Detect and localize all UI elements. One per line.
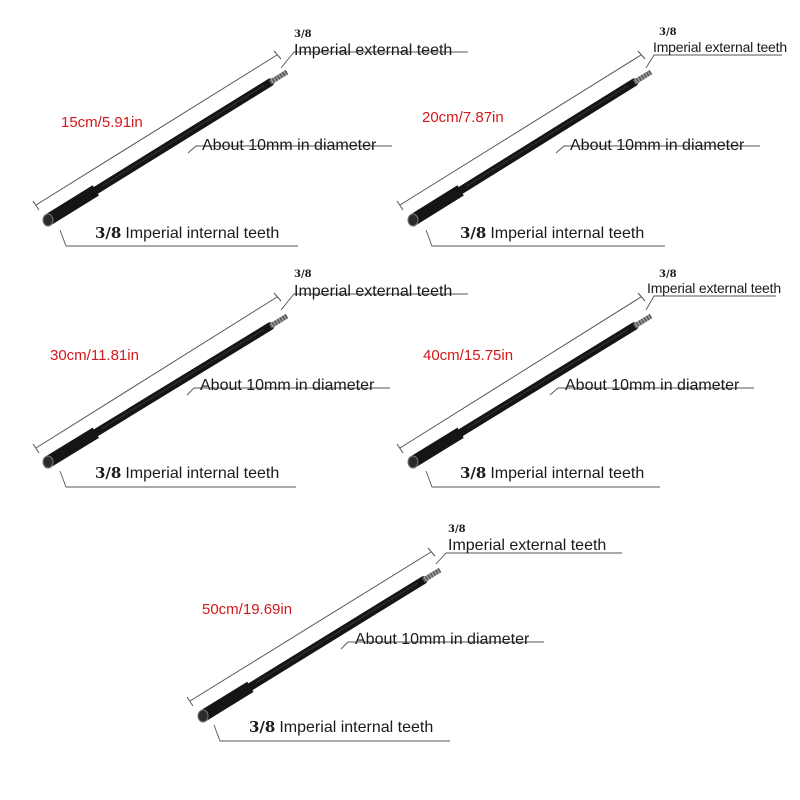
- external-teeth-leader: [646, 55, 782, 68]
- diameter-label: About 10mm in diameter: [565, 377, 740, 394]
- internal-teeth-row: [460, 226, 644, 242]
- dimension-tick: [397, 201, 403, 210]
- length-label: 20cm/7.87in: [422, 109, 504, 126]
- internal-thread-end: [43, 214, 53, 226]
- internal-teeth-label: Imperial internal teeth: [125, 465, 280, 482]
- diameter-label: About 10mm in diameter: [200, 377, 375, 394]
- dimension-tick: [187, 697, 193, 706]
- length-label: 30cm/11.81in: [50, 347, 139, 364]
- internal-fraction-label: 3/8: [460, 224, 487, 242]
- external-teeth-label: Imperial external teeth: [653, 39, 787, 55]
- hose-highlight: [466, 85, 628, 186]
- internal-fraction-label: 3/8: [95, 464, 122, 482]
- hose-sleeve: [48, 433, 96, 462]
- external-teeth-label: Imperial external teeth: [448, 537, 607, 554]
- dimension-line: [400, 297, 641, 448]
- external-fraction-label: 3/8: [294, 269, 312, 280]
- dimension-line: [36, 297, 277, 448]
- dimension-tick: [274, 293, 281, 301]
- internal-teeth-row: [249, 720, 433, 736]
- dimension-tick: [274, 51, 281, 59]
- internal-teeth-label: Imperial internal teeth: [490, 225, 645, 242]
- hose-highlight: [102, 86, 265, 187]
- internal-teeth-label: Imperial internal teeth: [125, 225, 280, 242]
- diameter-label: About 10mm in diameter: [570, 137, 745, 154]
- external-teeth-leader: [436, 553, 622, 564]
- internal-thread-end: [408, 214, 418, 226]
- internal-teeth-row: [95, 466, 279, 482]
- dimension-tick: [638, 51, 645, 59]
- hose-sleeve: [413, 190, 461, 220]
- dimension-tick: [428, 548, 435, 556]
- internal-thread-end: [198, 710, 208, 722]
- dimension-tick: [638, 293, 645, 301]
- internal-teeth-row: [95, 226, 279, 242]
- external-teeth-label: Imperial external teeth: [294, 42, 453, 59]
- length-label: 15cm/5.91in: [61, 114, 143, 131]
- external-fraction-label: 3/8: [659, 27, 677, 38]
- external-fraction-label: 3/8: [294, 29, 312, 40]
- dimension-line: [400, 55, 641, 205]
- internal-thread-end: [43, 456, 53, 468]
- dimension-tick: [33, 201, 39, 210]
- hose-sleeve: [203, 687, 250, 716]
- hose-sleeve: [413, 433, 461, 462]
- length-label: 50cm/19.69in: [202, 601, 293, 618]
- diameter-label: About 10mm in diameter: [202, 137, 377, 154]
- external-fraction-label: 3/8: [659, 269, 677, 280]
- internal-fraction-label: 3/8: [460, 464, 487, 482]
- diameter-label: About 10mm in diameter: [355, 631, 530, 648]
- internal-teeth-row: [460, 466, 644, 482]
- internal-thread-end: [408, 456, 418, 468]
- external-teeth-label: Imperial external teeth: [647, 280, 781, 296]
- internal-fraction-label: 3/8: [95, 224, 122, 242]
- internal-teeth-label: Imperial internal teeth: [279, 719, 434, 736]
- external-fraction-label: 3/8: [448, 524, 466, 535]
- length-label: 40cm/15.75in: [423, 347, 514, 364]
- external-teeth-leader: [646, 296, 776, 310]
- external-teeth-label: Imperial external teeth: [294, 283, 453, 300]
- dimension-tick: [33, 444, 39, 453]
- dimension-tick: [397, 444, 403, 453]
- dimension-line: [190, 552, 431, 701]
- hose-sleeve: [48, 190, 96, 220]
- internal-fraction-label: 3/8: [249, 718, 276, 736]
- internal-teeth-label: Imperial internal teeth: [490, 465, 645, 482]
